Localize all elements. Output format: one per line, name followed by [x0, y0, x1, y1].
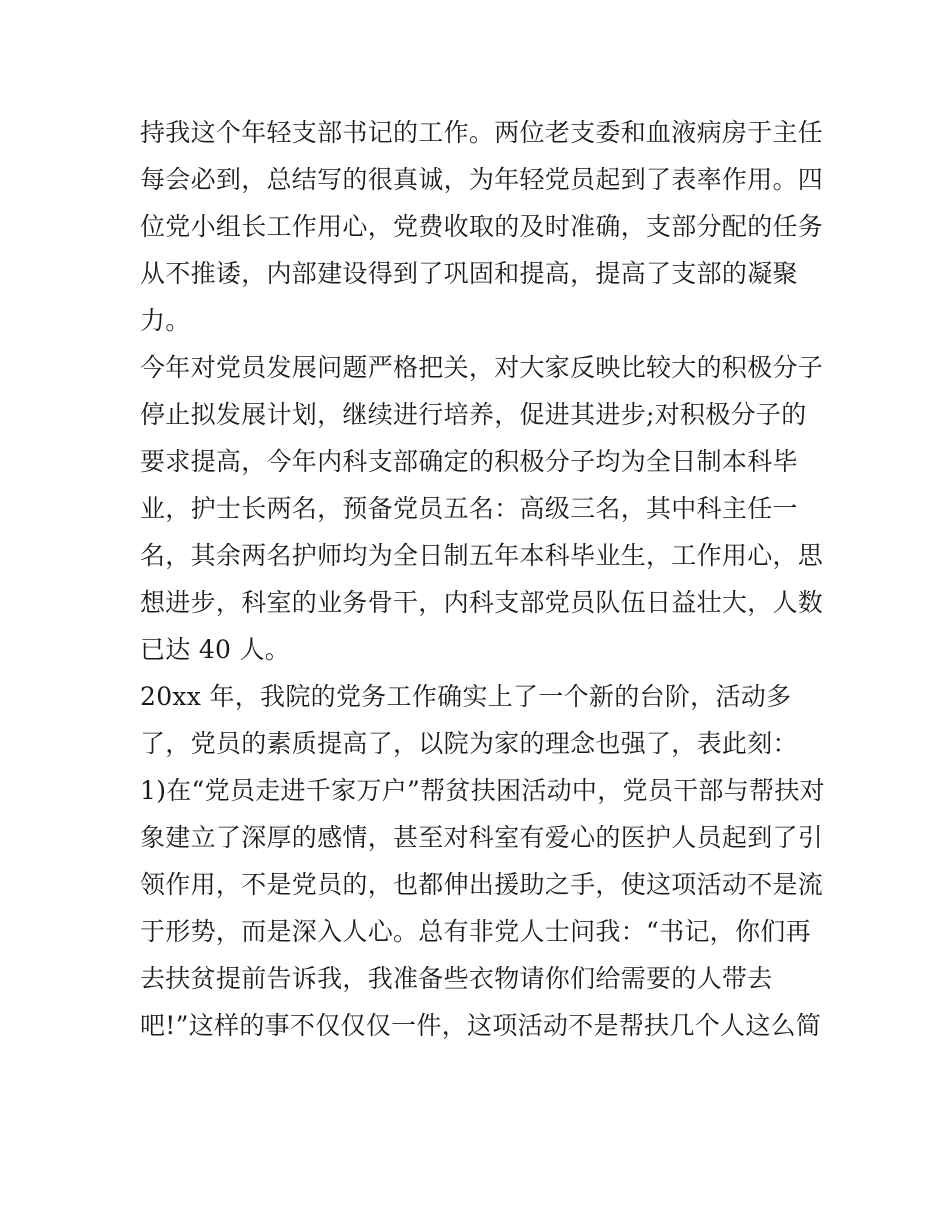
text-line: 1)在“党员走进千家万户”帮贫扶困活动中，党员干部与帮扶对: [140, 776, 825, 805]
text-line: 每会必到，总结写的很真诚，为年轻党员起到了表率作用。四: [140, 165, 824, 194]
text-line: 停止拟发展计划，继续进行培养，促进其进步;对积极分子的: [140, 400, 807, 429]
text-line: 了，党员的素质提高了，以院为家的理念也强了，表此刻：: [140, 729, 798, 758]
text-line: 力。: [140, 306, 191, 335]
text-line: 从不推诿，内部建设得到了巩固和提高，提高了支部的凝聚: [140, 259, 798, 288]
text-line: 想进步，科室的业务骨干，内科支部党员队伍日益壮大，人数: [140, 588, 824, 617]
text-line: 已达 40 人。: [140, 635, 291, 664]
text-line: 名，其余两名护师均为全日制五年本科毕业生，工作用心，思: [140, 541, 824, 570]
text-line: 位党小组长工作用心，党费收取的及时准确，支部分配的任务: [140, 212, 824, 241]
document-body: [140, 109, 825, 1049]
text-line: 吧!”这样的事不仅仅仅一件，这项活动不是帮扶几个人这么简: [140, 1011, 822, 1040]
text-line: 领作用，不是党员的，也都伸出援助之手，使这项活动不是流: [140, 870, 824, 899]
text-line: 业，护士长两名，预备党员五名：高级三名，其中科主任一: [140, 494, 798, 523]
text-line: 持我这个年轻支部书记的工作。两位老支委和血液病房于主任: [140, 118, 824, 147]
text-line: 于形势，而是深入人心。总有非党人士问我：“书记，你们再: [140, 917, 811, 946]
text-line: 20xx 年，我院的党务工作确实上了一个新的台阶，活动多: [140, 682, 792, 711]
text-line: 今年对党员发展问题严格把关，对大家反映比较大的积极分子: [140, 353, 824, 382]
text-line: 要求提高，今年内科支部确定的积极分子均为全日制本科毕: [140, 447, 798, 476]
text-line: 去扶贫提前告诉我，我准备些衣物请你们给需要的人带去: [140, 964, 773, 993]
text-line: 象建立了深厚的感情，甚至对科室有爱心的医护人员起到了引: [140, 823, 824, 852]
